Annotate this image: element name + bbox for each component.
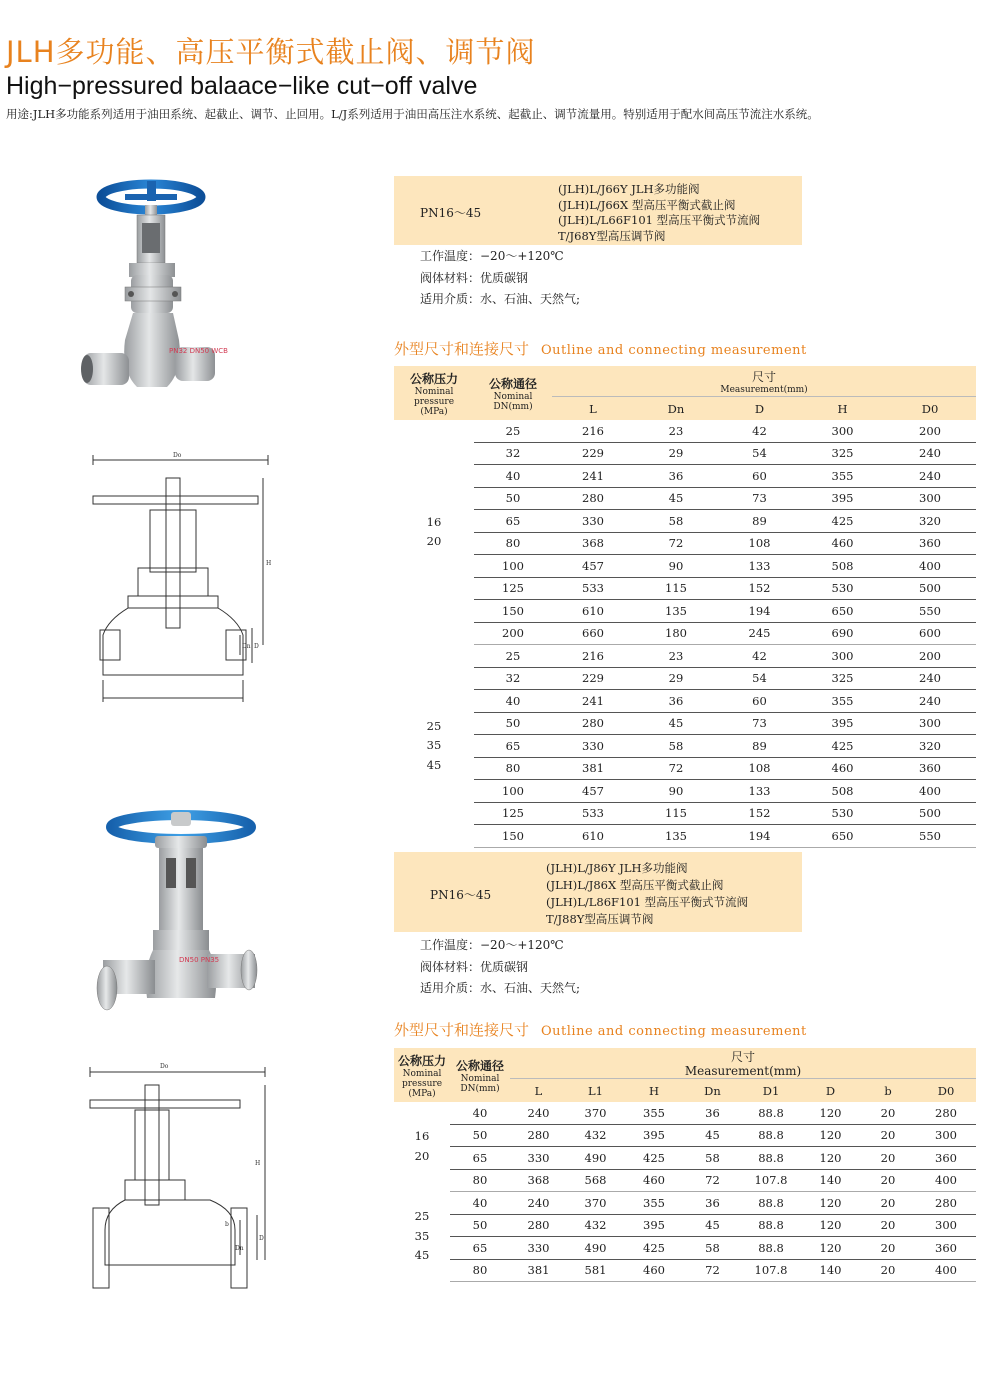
table-cell: 610	[552, 825, 634, 848]
valve-photo-1	[75, 175, 228, 410]
table-row	[394, 510, 976, 533]
table-cell: 550	[884, 825, 976, 848]
table-cell: 280	[916, 1102, 976, 1124]
table-cell: 530	[801, 802, 884, 825]
table-cell: 23	[634, 420, 718, 442]
table-cell: 20	[860, 1259, 916, 1282]
table-cell: 432	[567, 1124, 624, 1147]
section-title-cn-2: 外型尺寸和连接尺寸	[394, 1021, 530, 1039]
dn-cell: 65	[450, 1147, 510, 1170]
table-row	[394, 577, 976, 600]
table-cell: 490	[567, 1147, 624, 1170]
table-cell: 280	[552, 712, 634, 735]
table-cell: 330	[552, 735, 634, 758]
table-cell: 89	[718, 510, 801, 533]
usage-text: 用途:JLH多功能系列适用于油田系统、起截止、调节、止回用。L/J系列适用于油田高压注水系统、起截止、调节流量用。特别适用于配水间高压节流注水系统。	[6, 107, 819, 121]
table-cell: 107.8	[741, 1259, 801, 1282]
table-cell: 400	[884, 555, 976, 578]
table-cell: 88.8	[741, 1102, 801, 1124]
table-row	[394, 780, 976, 803]
dn-cell: 40	[450, 1192, 510, 1215]
table-cell: 360	[884, 532, 976, 555]
pressure-value: 45	[414, 1248, 430, 1263]
table-cell: 20	[860, 1147, 916, 1170]
table-cell: 300	[884, 712, 976, 735]
pressure-group-cell	[394, 1102, 450, 1192]
table-cell: 355	[801, 465, 884, 488]
table-row	[394, 1102, 976, 1124]
dn-cell: 150	[474, 600, 552, 623]
info-list-1	[420, 246, 580, 311]
table-cell: 88.8	[741, 1124, 801, 1147]
table-cell: 381	[552, 757, 634, 780]
dn-cell: 200	[474, 622, 552, 645]
table-cell: 88.8	[741, 1192, 801, 1215]
table-cell: 395	[801, 712, 884, 735]
table-cell: 300	[884, 487, 976, 510]
table-cell: 370	[567, 1192, 624, 1215]
table-cell: 400	[884, 780, 976, 803]
table-cell: 368	[510, 1169, 567, 1192]
table-row	[394, 802, 976, 825]
table-cell: 300	[916, 1214, 976, 1237]
table-cell: 300	[801, 420, 884, 442]
page-title-en: High−pressured balaace−like cut−off valve	[6, 72, 478, 100]
dn-cell: 100	[474, 780, 552, 803]
table-cell: 108	[718, 757, 801, 780]
table-cell: 425	[624, 1147, 684, 1170]
table-row	[394, 465, 976, 488]
model-1-2: (JLH)L/J66X 型高压平衡式截止阀	[558, 197, 736, 212]
table-cell: 241	[552, 465, 634, 488]
dn-cell: 80	[450, 1259, 510, 1282]
label-dn-2: Dn	[235, 1245, 244, 1252]
table-cell: 490	[567, 1237, 624, 1260]
table-cell: 120	[801, 1214, 860, 1237]
valve-marking-2: DN50 PN35	[179, 956, 220, 964]
model-1-4: T/J68Y型高压调节阀	[558, 228, 666, 243]
table-cell: 500	[884, 802, 976, 825]
table-cell: 280	[916, 1192, 976, 1215]
table-cell: 355	[624, 1192, 684, 1215]
table-cell: 58	[634, 510, 718, 533]
table-cell: 107.8	[741, 1169, 801, 1192]
table-cell: 36	[634, 690, 718, 713]
table-cell: 300	[916, 1124, 976, 1147]
table-cell: 600	[884, 622, 976, 645]
table-cell: 395	[801, 487, 884, 510]
valve-photo-2	[93, 810, 263, 1020]
table-cell: 432	[567, 1214, 624, 1237]
table-row	[394, 1147, 976, 1170]
pressure-value: 20	[414, 1148, 430, 1163]
table-cell: 425	[624, 1237, 684, 1260]
table-cell: 200	[884, 420, 976, 442]
table-cell: 29	[634, 442, 718, 465]
table-row	[394, 532, 976, 555]
table-cell: 460	[801, 757, 884, 780]
table-cell: 72	[684, 1259, 741, 1282]
table-cell: 381	[510, 1259, 567, 1282]
table-cell: 460	[624, 1169, 684, 1192]
table-row	[394, 1214, 976, 1237]
model-1-3: (JLH)L/L66F101 型高压平衡式节流阀	[558, 213, 761, 227]
header-pressure-1: 公称压力 Nominal pressure (MPa)	[394, 366, 474, 420]
table-cell: 120	[801, 1192, 860, 1215]
table-cell: 194	[718, 600, 801, 623]
table-cell: 194	[718, 825, 801, 848]
table-cell: 500	[884, 577, 976, 600]
header-dn-2: 公称通径 Nominal DN(mm)	[450, 1048, 510, 1102]
table-cell: 140	[801, 1169, 860, 1192]
label-d-1: D	[254, 643, 259, 650]
column-header-t1-dn: Dn	[634, 397, 718, 421]
medium-2: 适用介质：水、石油、天然气;	[420, 981, 581, 995]
table-cell: 400	[916, 1169, 976, 1192]
dn-cell: 25	[474, 645, 552, 668]
table-cell: 133	[718, 780, 801, 803]
table-cell: 216	[552, 645, 634, 668]
table-cell: 58	[634, 735, 718, 758]
table-cell: 425	[801, 510, 884, 533]
table-cell: 320	[884, 510, 976, 533]
pressure-value: 16	[414, 1129, 430, 1144]
table-cell: 60	[718, 465, 801, 488]
table-row	[394, 735, 976, 758]
table-row	[394, 1259, 976, 1282]
table-cell: 45	[684, 1214, 741, 1237]
table-cell: 140	[801, 1259, 860, 1282]
table-cell: 72	[634, 757, 718, 780]
table-cell: 280	[510, 1124, 567, 1147]
working-temp-1: 工作温度：−20～+120℃	[420, 249, 564, 263]
table-cell: 133	[718, 555, 801, 578]
table-cell: 200	[884, 645, 976, 668]
dn-cell: 40	[474, 465, 552, 488]
table-cell: 508	[801, 780, 884, 803]
table-cell: 320	[884, 735, 976, 758]
body-material-2: 阀体材料：优质碳钢	[420, 959, 529, 974]
table-cell: 533	[552, 802, 634, 825]
table-cell: 330	[552, 510, 634, 533]
column-header-t1-d0: D0	[884, 397, 976, 421]
table-row	[394, 1237, 976, 1260]
table-row	[394, 442, 976, 465]
label-h-1: H	[266, 560, 272, 567]
table-cell: 368	[552, 532, 634, 555]
pressure-value: 35	[426, 738, 442, 752]
spec-box-1	[394, 176, 802, 245]
table-cell: 690	[801, 622, 884, 645]
table-cell: 45	[684, 1124, 741, 1147]
table-cell: 20	[860, 1102, 916, 1124]
table-row	[394, 825, 976, 848]
dn-cell: 125	[474, 802, 552, 825]
pressure-group-cell	[394, 420, 474, 645]
table-cell: 73	[718, 487, 801, 510]
column-header-t1-d: D	[718, 397, 801, 421]
table-cell: 245	[718, 622, 801, 645]
pressure-value: 25	[426, 718, 442, 733]
model-2-4: T/J88Y型高压调节阀	[546, 912, 654, 926]
section-title-en-2: Outline and connecting measurement	[541, 1024, 807, 1039]
table-cell: 180	[634, 622, 718, 645]
column-header-t2-l: L	[510, 1079, 567, 1103]
table-cell: 229	[552, 442, 634, 465]
table-cell: 355	[801, 690, 884, 713]
table-cell: 20	[860, 1169, 916, 1192]
section-title-en-1: Outline and connecting measurement	[541, 343, 807, 358]
table-cell: 42	[718, 645, 801, 668]
table-cell: 29	[634, 667, 718, 690]
table-cell: 533	[552, 577, 634, 600]
body-material-1: 阀体材料：优质碳钢	[420, 270, 529, 285]
table-cell: 425	[801, 735, 884, 758]
table-row	[394, 645, 976, 668]
pressure-value: 45	[426, 757, 442, 772]
table-cell: 42	[718, 420, 801, 442]
dn-cell: 40	[474, 690, 552, 713]
header-measurement-2: 尺寸 Measurement(mm)	[510, 1048, 976, 1079]
table-cell: 330	[510, 1147, 567, 1170]
table-cell: 240	[884, 465, 976, 488]
dn-cell: 50	[474, 712, 552, 735]
column-header-t2-h: H	[624, 1079, 684, 1103]
table-cell: 135	[634, 600, 718, 623]
table-row	[394, 757, 976, 780]
table-cell: 60	[718, 690, 801, 713]
header-dn-1: 公称通径 Nominal DN(mm)	[474, 366, 552, 420]
dn-cell: 32	[474, 667, 552, 690]
table-cell: 610	[552, 600, 634, 623]
column-header-t2-dn: Dn	[684, 1079, 741, 1103]
dn-cell: 100	[474, 555, 552, 578]
table-cell: 360	[884, 757, 976, 780]
header-measurement-1: 尺寸 Measurement(mm)	[552, 366, 976, 397]
table-cell: 280	[552, 487, 634, 510]
table-cell: 240	[510, 1102, 567, 1124]
table-cell: 568	[567, 1169, 624, 1192]
table-cell: 36	[684, 1102, 741, 1124]
model-2-3: (JLH)L/L86F101 型高压平衡式节流阀	[546, 895, 749, 909]
model-2-1: (JLH)L/J86Y JLH多功能阀	[546, 861, 688, 875]
medium-1: 适用介质：水、石油、天然气;	[420, 292, 581, 306]
table-cell: 54	[718, 667, 801, 690]
table-cell: 550	[884, 600, 976, 623]
model-list-1	[558, 182, 760, 244]
dn-cell: 80	[474, 757, 552, 780]
table-row	[394, 712, 976, 735]
table-row	[394, 420, 976, 442]
label-h-2: H	[255, 1160, 261, 1167]
dn-cell: 50	[450, 1124, 510, 1147]
model-2-2: (JLH)L/J86X 型高压平衡式截止阀	[546, 878, 724, 892]
table-cell: 240	[884, 667, 976, 690]
label-b-2: b	[225, 1221, 229, 1228]
table-cell: 45	[634, 712, 718, 735]
table-cell: 650	[801, 825, 884, 848]
table-row	[394, 600, 976, 623]
label-dn-1: Dn	[242, 643, 251, 650]
table-row	[394, 555, 976, 578]
dn-cell: 25	[474, 420, 552, 442]
table-cell: 115	[634, 802, 718, 825]
table-cell: 457	[552, 555, 634, 578]
table-row	[394, 1124, 976, 1147]
dn-cell: 65	[450, 1237, 510, 1260]
table-row	[394, 1192, 976, 1215]
table-row	[394, 690, 976, 713]
dn-cell: 150	[474, 825, 552, 848]
table-cell: 325	[801, 442, 884, 465]
table-cell: 395	[624, 1214, 684, 1237]
column-header-t1-l: L	[552, 397, 634, 421]
pressure-value: 16	[426, 514, 442, 529]
table-cell: 54	[718, 442, 801, 465]
table-cell: 45	[634, 487, 718, 510]
table-cell: 360	[916, 1147, 976, 1170]
measurement-table-1	[394, 366, 976, 848]
column-header-t2-d0: D0	[916, 1079, 976, 1103]
column-header-t2-l1: L1	[567, 1079, 624, 1103]
table-cell: 20	[860, 1214, 916, 1237]
table-cell: 72	[684, 1169, 741, 1192]
table-cell: 216	[552, 420, 634, 442]
valve-marking-1: PN32 DN50 WCB	[169, 347, 228, 355]
table-cell: 152	[718, 577, 801, 600]
table-cell: 280	[510, 1214, 567, 1237]
column-header-t2-d1: D1	[741, 1079, 801, 1103]
table-cell: 460	[801, 532, 884, 555]
info-list-2	[420, 935, 580, 1000]
dn-cell: 32	[474, 442, 552, 465]
table-cell: 90	[634, 555, 718, 578]
table-cell: 457	[552, 780, 634, 803]
table-cell: 360	[916, 1237, 976, 1260]
table-cell: 395	[624, 1124, 684, 1147]
table-cell: 581	[567, 1259, 624, 1282]
valve-drawing-2	[85, 1060, 275, 1300]
table-cell: 72	[634, 532, 718, 555]
dn-cell: 40	[450, 1102, 510, 1124]
table-cell: 20	[860, 1237, 916, 1260]
label-d0-1: Do	[173, 452, 182, 459]
model-1-1: (JLH)L/J66Y JLH多功能阀	[558, 182, 700, 196]
section-title-1	[394, 338, 807, 359]
table-cell: 400	[916, 1259, 976, 1282]
header-pressure-2: 公称压力 Nominal pressure (MPa)	[394, 1048, 450, 1102]
table-row	[394, 622, 976, 645]
table-cell: 120	[801, 1237, 860, 1260]
table-cell: 58	[684, 1147, 741, 1170]
table-cell: 120	[801, 1124, 860, 1147]
dn-cell: 65	[474, 735, 552, 758]
table-cell: 660	[552, 622, 634, 645]
table-cell: 241	[552, 690, 634, 713]
table-cell: 135	[634, 825, 718, 848]
table-cell: 115	[634, 577, 718, 600]
pn-label-1: PN16～45	[420, 206, 482, 220]
column-header-t2-d: D	[801, 1079, 860, 1103]
dn-cell: 65	[474, 510, 552, 533]
table-cell: 330	[510, 1237, 567, 1260]
label-d0-2: Do	[160, 1063, 169, 1070]
table-cell: 240	[884, 690, 976, 713]
table-row	[394, 667, 976, 690]
pressure-value: 25	[414, 1209, 430, 1224]
table-cell: 88.8	[741, 1147, 801, 1170]
column-header-t1-h: H	[801, 397, 884, 421]
table-cell: 370	[567, 1102, 624, 1124]
table-cell: 36	[684, 1192, 741, 1215]
dn-cell: 80	[474, 532, 552, 555]
pressure-group-cell	[394, 645, 474, 848]
column-header-t2-b: b	[860, 1079, 916, 1103]
spec-box-2	[394, 852, 802, 932]
table-cell: 508	[801, 555, 884, 578]
label-d-2: D	[259, 1235, 264, 1242]
table-cell: 240	[884, 442, 976, 465]
table-cell: 229	[552, 667, 634, 690]
table-cell: 23	[634, 645, 718, 668]
measurement-table-2	[394, 1048, 976, 1282]
working-temp-2: 工作温度：−20～+120℃	[420, 938, 564, 952]
table-cell: 88.8	[741, 1237, 801, 1260]
model-list-2	[546, 860, 748, 928]
table-row	[394, 487, 976, 510]
pressure-group-cell	[394, 1192, 450, 1282]
pn-label-2: PN16～45	[430, 888, 492, 902]
table-cell: 152	[718, 802, 801, 825]
table-cell: 58	[684, 1237, 741, 1260]
dn-cell: 50	[450, 1214, 510, 1237]
pressure-value: 35	[414, 1228, 430, 1243]
table-cell: 89	[718, 735, 801, 758]
table-cell: 460	[624, 1259, 684, 1282]
table-cell: 325	[801, 667, 884, 690]
table-cell: 355	[624, 1102, 684, 1124]
dn-cell: 125	[474, 577, 552, 600]
table-cell: 120	[801, 1147, 860, 1170]
table-cell: 88.8	[741, 1214, 801, 1237]
dn-cell: 80	[450, 1169, 510, 1192]
pressure-value: 20	[426, 534, 442, 549]
valve-drawing-1	[88, 450, 278, 705]
table-row	[394, 1169, 976, 1192]
table-cell: 120	[801, 1102, 860, 1124]
dn-cell: 50	[474, 487, 552, 510]
section-title-cn-1: 外型尺寸和连接尺寸	[394, 340, 530, 358]
table-cell: 300	[801, 645, 884, 668]
table-cell: 73	[718, 712, 801, 735]
table-cell: 20	[860, 1192, 916, 1215]
table-cell: 240	[510, 1192, 567, 1215]
table-cell: 530	[801, 577, 884, 600]
table-cell: 108	[718, 532, 801, 555]
table-cell: 36	[634, 465, 718, 488]
table-cell: 20	[860, 1124, 916, 1147]
section-title-2	[394, 1019, 807, 1040]
page-title-cn: JLH多功能、高压平衡式截止阀、调节阀	[6, 35, 536, 69]
table-cell: 650	[801, 600, 884, 623]
table-cell: 90	[634, 780, 718, 803]
